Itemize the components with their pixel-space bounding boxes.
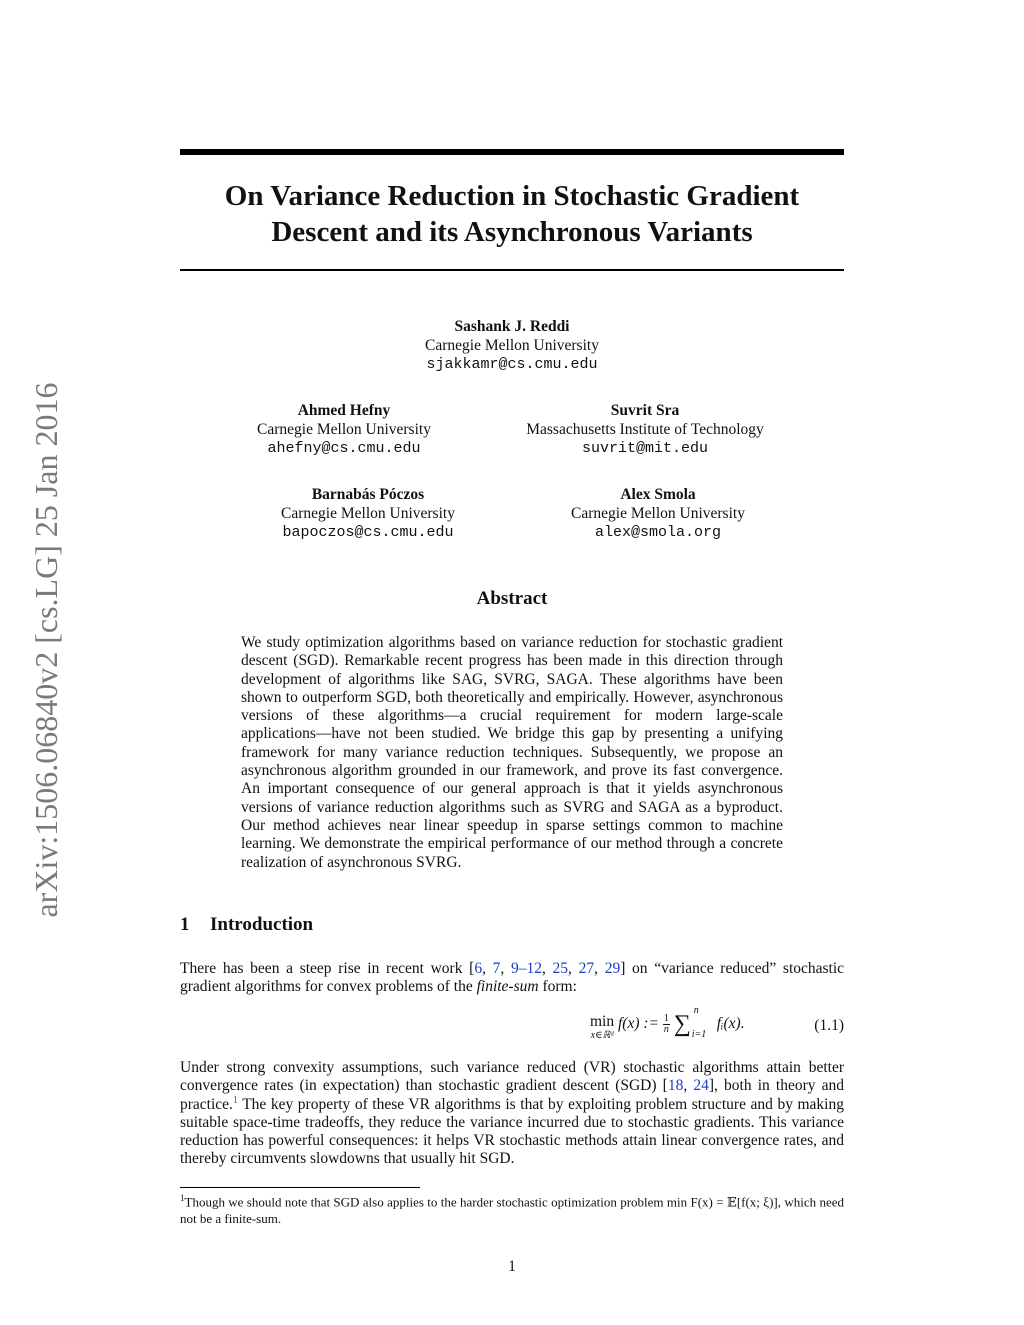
- intro-paragraph-2: Under strong convexity assumptions, such variance reduced (VR) stochastic algorithms attain better convergence rates (in expectation) than stochastic gradient descent (SGD) [18, 24], both in theory and practice.$^1$ The key property of these VR algorithms is that by exploiting problem structure and by making suitable space-time tradeoffs, they reduce the variance incurred due to stochastic gradients. This variance reduction has powerful consequences: it helps VR stochastic methods attain linear convergence rates, and thereby circumvents slowdowns that usually hit SGD.: [180, 1059, 845, 1168]
- text-span: Under strong convexity assumptions, such variance reduced (VR) stochastic algorithms attain better convergence rates (in expectation) than stochastic gradient descent (SGD) [: [180, 1059, 844, 1095]
- section-title: Introduction: [210, 914, 314, 935]
- abstract-heading: Abstract: [476, 588, 548, 609]
- author-affiliation: Carnegie Mellon University: [571, 505, 745, 522]
- author-name: Sashank J. Reddi: [454, 318, 570, 335]
- author-name: Suvrit Sra: [610, 402, 680, 419]
- paper-title: [180, 178, 844, 250]
- citation-link[interactable]: 24: [693, 1077, 709, 1095]
- equation-number: (1.1): [814, 1017, 844, 1034]
- text-span: The key property of these VR algorithms is that by exploiting problem structure and by making suitable space-time tradeoffs, they reduce the variance incurred due to stochastic gradients. This variance reduction has powerful consequences: it helps VR stochastic methods attain linear convergence rates, and thereby circumvents slowdowns that usually hit SGD.: [180, 1095, 844, 1168]
- author-email[interactable]: suvrit@mit.edu: [581, 440, 709, 457]
- equation-body: [590, 1005, 745, 1041]
- text-span: form:: [538, 978, 577, 996]
- author-name: Barnabás Póczos: [311, 486, 425, 503]
- author-affiliation: Carnegie Mellon University: [257, 421, 431, 438]
- title-bottom-rule: [180, 269, 844, 271]
- section-heading: [180, 914, 313, 936]
- author-affiliation: Massachusetts Institute of Technology: [526, 421, 764, 438]
- fraction: [663, 1014, 670, 1035]
- min-operator: [590, 1013, 614, 1041]
- citation-link[interactable]: 7: [492, 960, 501, 977]
- fraction-denominator: n: [663, 1024, 669, 1035]
- citation-link[interactable]: 29: [604, 960, 621, 977]
- citation-link[interactable]: 27: [578, 960, 595, 977]
- author-block: [214, 401, 474, 458]
- text-span: ] on “variance reduced” stochastic gradient algorithms for convex problems of the: [180, 960, 845, 996]
- author-affiliation: Carnegie Mellon University: [425, 337, 599, 354]
- citation-link[interactable]: 18: [667, 1077, 684, 1095]
- emphasis: finite-sum: [476, 978, 539, 996]
- title-line-1: On Variance Reduction in Stochastic Gradient: [224, 180, 800, 212]
- author-email[interactable]: bapoczos@cs.cmu.edu: [282, 524, 454, 541]
- author-email[interactable]: alex@smola.org: [594, 524, 722, 541]
- min-label: min: [590, 1013, 615, 1030]
- section-number: 1: [180, 914, 190, 935]
- author-affiliation: Carnegie Mellon University: [281, 505, 455, 522]
- author-name: Alex Smola: [620, 486, 696, 503]
- author-block: [362, 317, 662, 374]
- citation-link[interactable]: 6: [474, 960, 483, 977]
- intro-paragraph-1: There has been a steep rise in recent work [6, 7, 9–12, 25, 27, 29] on “variance reduced” stochastic gradient algorithms for convex problems of the finite-sum form:: [180, 960, 845, 996]
- fraction-numerator: 1: [663, 1013, 669, 1024]
- sum-lower-limit: i=1: [691, 1029, 707, 1040]
- text-span: There has been a steep rise in recent work [: [180, 960, 475, 977]
- author-name: Ahmed Hefny: [297, 402, 391, 419]
- abstract-text: We study optimization algorithms based on variance reduction for stochastic gradient descent (SGD). Remarkable recent progress has been made in this direction through development of algorithms like SAG, SVRG, SAGA. These algorithms have been shown to outperform SGD, both theoretically and empirically. However, asynchronous versions of these algorithms—a crucial requirement for modern large-scale applications—have not been studied. We bridge this gap by presenting a unifying framework for many variance reduction techniques. Subsequently, we propose an asynchronous algorithm grounded in our framework, and prove its fast convergence. An important consequence of our general approach is that it yields asynchronous versions of variance reduction algorithms such as SVRG and SAGA as a byproduct. Our method achieves near linear speedup in sparse settings common to machine learning. We demonstrate the empirical performance of our method through a concrete realization of asynchronous SVRG.: [241, 634, 783, 871]
- title-top-rule: [180, 149, 844, 155]
- equation-lhs: f(x) :=: [618, 1015, 660, 1033]
- author-block: [495, 401, 795, 458]
- citation-link[interactable]: 25: [552, 960, 569, 977]
- page-number: 1: [508, 1258, 516, 1275]
- title-line-2: Descent and its Asynchronous Variants: [271, 216, 753, 248]
- author-email[interactable]: sjakkamr@cs.cmu.edu: [426, 356, 598, 373]
- arxiv-identifier: arXiv:1506.06840v2 [cs.LG] 25 Jan 2016: [28, 382, 64, 918]
- footnote-mark: 1: [180, 1193, 185, 1203]
- sum-operator: ∑ n i=1: [673, 1005, 707, 1040]
- text-span: ], both in theory and practice.: [180, 1077, 845, 1113]
- footnote-text: Though we should note that SGD also applies to the harder stochastic optimization problem min F(x) = 𝔼[f(x; ξ)], which need not be a finite-sum.: [180, 1194, 844, 1227]
- equation-term: fᵢ(x).: [716, 1015, 745, 1033]
- footnote-reference[interactable]: 1: [232, 1094, 238, 1106]
- author-block: [238, 485, 498, 542]
- min-subscript: x∈ℝᵈ: [590, 1030, 614, 1041]
- equation-1-1: [180, 1005, 844, 1049]
- sum-upper-limit: n: [693, 1005, 699, 1016]
- footnote: [180, 1190, 844, 1227]
- citation-link[interactable]: 9–12: [510, 960, 542, 977]
- footnote-rule: [180, 1187, 420, 1188]
- author-email[interactable]: ahefny@cs.cmu.edu: [267, 440, 421, 457]
- author-block: [528, 485, 788, 542]
